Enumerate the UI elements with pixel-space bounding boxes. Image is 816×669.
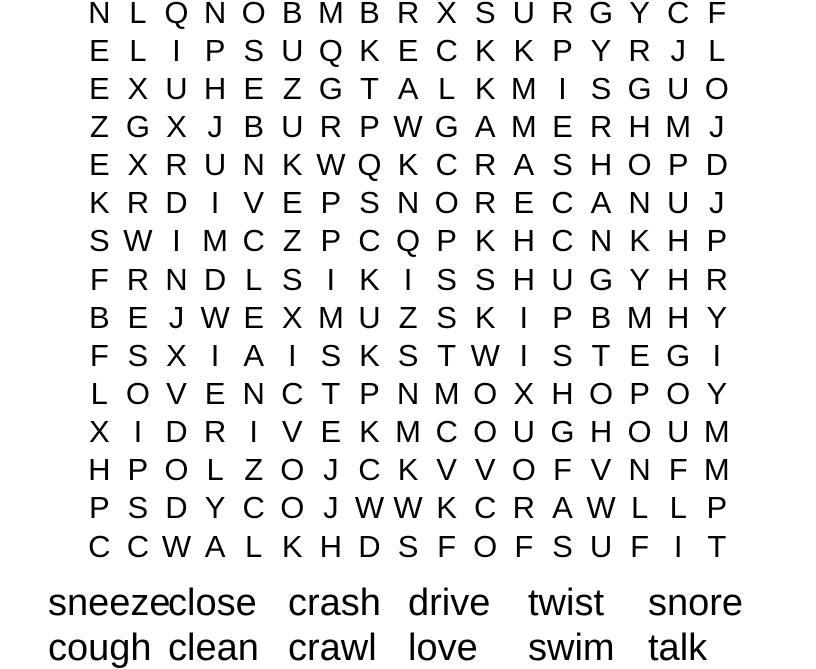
- grid-letter: D: [203, 261, 227, 297]
- grid-letter: Y: [706, 299, 728, 335]
- grid-letter: I: [326, 261, 336, 297]
- grid-letter: T: [321, 375, 341, 411]
- grid-letter: C: [88, 528, 111, 564]
- grid-letter: X: [166, 337, 187, 373]
- grid-letter: L: [245, 261, 263, 297]
- grid-letter: M: [510, 70, 537, 106]
- grid-letter: X: [127, 147, 149, 183]
- grid-letter: S: [552, 337, 573, 373]
- grid-letter: I: [519, 337, 529, 373]
- grid-letter: O: [704, 70, 729, 106]
- grid-letter: O: [627, 147, 652, 183]
- grid-letter: O: [666, 375, 691, 411]
- grid-letter: Z: [282, 223, 302, 259]
- grid-letter: I: [133, 414, 143, 450]
- grid-letter: L: [90, 375, 108, 411]
- grid-letter: R: [474, 147, 497, 183]
- grid-letter: E: [88, 147, 110, 183]
- grid-letter: N: [242, 375, 265, 411]
- grid-letter: P: [706, 490, 728, 526]
- grid-letter: D: [705, 147, 728, 183]
- grid-letter: R: [203, 414, 227, 450]
- grid-letter: W: [354, 490, 385, 526]
- grid-letter: L: [129, 0, 147, 30]
- grid-letter: K: [513, 32, 535, 68]
- grid-letter: A: [474, 108, 496, 144]
- grid-letter: R: [589, 108, 613, 144]
- grid-letter: N: [628, 185, 651, 221]
- grid-letter: G: [627, 70, 652, 106]
- grid-letter: J: [323, 490, 339, 526]
- grid-letter: G: [666, 337, 691, 373]
- grid-letter: R: [126, 185, 150, 221]
- grid-letter: R: [628, 32, 651, 68]
- grid-letter: N: [165, 261, 188, 297]
- grid-letter: S: [552, 147, 573, 183]
- grid-letter: O: [280, 452, 305, 488]
- grid-letter: V: [474, 452, 496, 488]
- grid-letter: U: [512, 0, 536, 30]
- grid-letter: S: [436, 261, 457, 297]
- grid-letter: K: [281, 528, 303, 564]
- grid-letter: L: [708, 32, 726, 68]
- grid-letter: W: [393, 490, 423, 526]
- grid-letter: J: [709, 108, 725, 144]
- grid-letter: W: [470, 337, 500, 373]
- grid-letter: H: [203, 70, 227, 106]
- grid-letter: S: [359, 185, 380, 221]
- grid-letter: P: [359, 108, 380, 144]
- grid-letter: V: [166, 375, 187, 411]
- grid-letter: C: [242, 223, 265, 259]
- word-item: crash: [288, 582, 381, 624]
- grid-letter: F: [437, 528, 457, 564]
- grid-letter: X: [436, 0, 457, 30]
- word-list-row-2: [48, 629, 768, 667]
- grid-letter: M: [317, 0, 344, 30]
- grid-letter: I: [673, 528, 683, 564]
- grid-letter: S: [436, 299, 457, 335]
- grid-letter: D: [165, 185, 188, 221]
- grid-letter: F: [89, 337, 109, 373]
- grid-letter: H: [88, 452, 111, 488]
- grid-letter: R: [126, 261, 150, 297]
- grid-letter: L: [129, 32, 147, 68]
- grid-letter: A: [243, 337, 265, 373]
- grid-letter: K: [397, 452, 419, 488]
- grid-letter: K: [359, 32, 380, 68]
- grid-letter: Y: [204, 490, 226, 526]
- grid-letter: B: [88, 299, 110, 335]
- grid-letter: K: [436, 490, 457, 526]
- grid-letter: H: [512, 261, 536, 297]
- grid-letter: C: [435, 147, 458, 183]
- word-item: close: [168, 582, 257, 624]
- grid-letter: S: [243, 32, 265, 68]
- grid-letter: P: [320, 223, 342, 259]
- grid-letter: Q: [164, 0, 189, 30]
- grid-letter: Z: [89, 108, 109, 144]
- grid-letter: U: [667, 414, 690, 450]
- grid-letter: R: [396, 0, 420, 30]
- grid-letter: W: [161, 528, 192, 564]
- grid-letter: H: [589, 414, 613, 450]
- grid-letter: R: [474, 185, 497, 221]
- grid-letter: P: [359, 375, 380, 411]
- grid-letter: S: [88, 223, 110, 259]
- grid-letter: F: [707, 0, 727, 30]
- grid-letter: A: [397, 70, 419, 106]
- grid-letter: R: [551, 0, 574, 30]
- grid-letter: Y: [590, 32, 612, 68]
- grid-letter: O: [434, 185, 459, 221]
- grid-letter: M: [626, 299, 653, 335]
- grid-letter: J: [323, 452, 339, 488]
- grid-letter: R: [319, 108, 343, 144]
- grid-letter: O: [164, 452, 189, 488]
- grid-letter: L: [669, 490, 687, 526]
- grid-letter: H: [628, 108, 651, 144]
- grid-letter: D: [165, 414, 188, 450]
- grid-letter: D: [358, 528, 381, 564]
- grid-letter: R: [165, 147, 188, 183]
- grid-letter: C: [667, 0, 690, 30]
- grid-letter: M: [202, 223, 228, 259]
- grid-letter: C: [358, 223, 381, 259]
- grid-letter: O: [627, 414, 652, 450]
- grid-letter: U: [281, 108, 304, 144]
- grid-letter: K: [474, 223, 496, 259]
- grid-letter: M: [510, 108, 537, 144]
- grid-letter: M: [665, 108, 692, 144]
- grid-letter: P: [320, 185, 342, 221]
- grid-letter: X: [281, 299, 303, 335]
- grid-letter: S: [590, 70, 612, 106]
- grid-letter: M: [395, 414, 421, 450]
- grid-letter: C: [242, 490, 265, 526]
- grid-letter: F: [668, 452, 688, 488]
- grid-letter: G: [434, 108, 459, 144]
- grid-letter: O: [280, 490, 305, 526]
- grid-letter: K: [474, 299, 496, 335]
- grid-letter: Q: [357, 147, 382, 183]
- grid-letter: A: [204, 528, 226, 564]
- grid-letter: S: [552, 528, 573, 564]
- grid-letter: S: [474, 261, 496, 297]
- grid-letter: C: [551, 185, 574, 221]
- grid-letter: G: [588, 0, 614, 30]
- grid-letter: E: [320, 414, 342, 450]
- grid-letter: V: [436, 452, 457, 488]
- grid-letter: E: [88, 32, 110, 68]
- word-item: twist: [528, 582, 604, 624]
- grid-letter: I: [558, 70, 567, 106]
- grid-letter: N: [396, 375, 420, 411]
- grid-letter: J: [207, 108, 223, 144]
- grid-letter: E: [88, 70, 110, 106]
- grid-letter: Z: [282, 70, 302, 106]
- grid-letter: N: [396, 185, 420, 221]
- grid-letter: I: [172, 223, 181, 259]
- grid-letter: J: [670, 32, 686, 68]
- grid-letter: U: [667, 70, 690, 106]
- grid-letter: H: [667, 223, 690, 259]
- grid-letter: O: [473, 414, 498, 450]
- grid-letter: H: [512, 223, 536, 259]
- grid-letter: I: [210, 337, 220, 373]
- grid-letter: F: [552, 452, 572, 488]
- grid-letter: U: [589, 528, 613, 564]
- grid-letter: B: [281, 0, 303, 30]
- grid-letter: S: [474, 0, 496, 30]
- grid-letter: P: [667, 147, 689, 183]
- grid-letter: V: [590, 452, 612, 488]
- grid-letter: K: [474, 32, 496, 68]
- word-list-row-1: [48, 584, 768, 622]
- grid-letter: S: [397, 337, 419, 373]
- grid-letter: S: [127, 337, 149, 373]
- grid-letter: E: [513, 185, 535, 221]
- grid-letter: F: [89, 261, 109, 297]
- grid-letter: B: [359, 0, 380, 30]
- grid-letter: U: [203, 147, 227, 183]
- grid-letter: K: [474, 70, 496, 106]
- grid-letter: Y: [706, 375, 728, 411]
- word-item: talk: [648, 627, 708, 669]
- grid-letter: W: [393, 108, 423, 144]
- grid-letter: J: [168, 299, 185, 335]
- grid-letter: E: [127, 299, 149, 335]
- grid-letter: S: [320, 337, 342, 373]
- grid-letter: E: [243, 299, 265, 335]
- grid-letter: J: [709, 185, 725, 221]
- grid-letter: O: [473, 375, 498, 411]
- grid-letter: E: [397, 32, 419, 68]
- word-item: love: [408, 627, 478, 669]
- grid-letter: C: [435, 414, 458, 450]
- grid-letter: S: [127, 490, 149, 526]
- grid-letter: U: [165, 70, 188, 106]
- grid-letter: P: [706, 223, 728, 259]
- grid-letter: G: [550, 414, 575, 450]
- grid-letter: I: [249, 414, 258, 450]
- grid-letter: I: [403, 261, 413, 297]
- grid-letter: U: [667, 185, 690, 221]
- grid-letter: P: [436, 223, 457, 259]
- grid-letter: H: [667, 261, 690, 297]
- grid-letter: L: [438, 70, 456, 106]
- grid-letter: C: [126, 528, 150, 564]
- grid-letter: B: [590, 299, 612, 335]
- grid-letter: M: [703, 452, 730, 488]
- grid-letter: T: [359, 70, 379, 106]
- grid-letter: Q: [318, 32, 343, 68]
- grid-letter: R: [512, 490, 536, 526]
- grid-letter: X: [88, 414, 110, 450]
- grid-letter: I: [172, 32, 181, 68]
- grid-letter: X: [166, 108, 187, 144]
- word-item: swim: [528, 627, 615, 669]
- grid-letter: K: [88, 185, 110, 221]
- grid-letter: R: [705, 261, 728, 297]
- grid-letter: P: [629, 375, 650, 411]
- grid-letter: B: [243, 108, 265, 144]
- grid-letter: N: [203, 0, 227, 30]
- word-item: sneeze: [48, 582, 171, 624]
- word-search-grid: [80, 0, 736, 565]
- grid-letter: H: [589, 147, 613, 183]
- grid-letter: M: [433, 375, 460, 411]
- grid-letter: H: [319, 528, 343, 564]
- grid-letter: Y: [629, 0, 650, 30]
- grid-letter: M: [317, 299, 344, 335]
- grid-letter: E: [243, 70, 265, 106]
- grid-letter: K: [629, 223, 650, 259]
- grid-letter: H: [667, 299, 690, 335]
- grid-letter: N: [242, 147, 265, 183]
- grid-letter: E: [204, 375, 226, 411]
- grid-letter: H: [551, 375, 574, 411]
- grid-letter: Y: [629, 261, 650, 297]
- grid-letter: I: [712, 337, 722, 373]
- grid-letter: C: [435, 32, 458, 68]
- grid-letter: P: [204, 32, 226, 68]
- grid-letter: C: [474, 490, 497, 526]
- grid-letter: E: [629, 337, 650, 373]
- grid-letter: T: [591, 337, 611, 373]
- grid-letter: I: [519, 299, 529, 335]
- grid-letter: K: [281, 147, 303, 183]
- grid-letter: V: [281, 414, 303, 450]
- grid-letter: V: [243, 185, 265, 221]
- grid-letter: N: [628, 452, 651, 488]
- word-item: drive: [408, 582, 491, 624]
- grid-letter: C: [281, 375, 304, 411]
- grid-letter: Z: [398, 299, 418, 335]
- grid-letter: C: [358, 452, 381, 488]
- grid-letter: D: [165, 490, 188, 526]
- word-item: crawl: [288, 627, 377, 669]
- grid-letter: F: [514, 528, 534, 564]
- grid-letter: P: [552, 299, 573, 335]
- grid-letter: W: [316, 147, 346, 183]
- word-item: cough: [48, 627, 152, 669]
- grid-letter: U: [551, 261, 574, 297]
- grid-letter: U: [358, 299, 381, 335]
- grid-letter: W: [200, 299, 230, 335]
- grid-letter: A: [590, 185, 612, 221]
- grid-letter: O: [511, 452, 536, 488]
- grid-letter: W: [586, 490, 616, 526]
- grid-letter: U: [281, 32, 304, 68]
- grid-letter: W: [123, 223, 153, 259]
- grid-letter: T: [707, 528, 727, 564]
- grid-letter: K: [359, 337, 380, 373]
- grid-letter: K: [397, 147, 419, 183]
- grid-letter: P: [88, 490, 110, 526]
- grid-letter: A: [552, 490, 573, 526]
- grid-letter: O: [241, 0, 266, 30]
- word-item: clean: [168, 627, 259, 669]
- grid-letter: X: [513, 375, 535, 411]
- grid-letter: Q: [395, 223, 421, 259]
- grid-letter: T: [437, 337, 457, 373]
- grid-letter: L: [630, 490, 649, 526]
- grid-letter: P: [552, 32, 573, 68]
- grid-letter: U: [512, 414, 536, 450]
- grid-letter: Z: [244, 452, 264, 488]
- grid-letter: N: [589, 223, 613, 259]
- grid-letter: P: [127, 452, 149, 488]
- grid-letter: S: [397, 528, 419, 564]
- grid-letter: I: [210, 185, 220, 221]
- grid-letter: E: [552, 108, 573, 144]
- grid-letter: M: [703, 414, 730, 450]
- grid-letter: O: [588, 375, 614, 411]
- grid-letter: E: [281, 185, 303, 221]
- grid-letter: A: [513, 147, 535, 183]
- grid-letter: G: [318, 70, 343, 106]
- grid-letter: S: [281, 261, 303, 297]
- grid-letter: C: [551, 223, 574, 259]
- grid-letter: F: [630, 528, 650, 564]
- grid-letter: O: [125, 375, 150, 411]
- word-item: snore: [648, 582, 744, 624]
- grid-letter: O: [473, 528, 498, 564]
- grid-letter: X: [127, 70, 149, 106]
- grid-letter: G: [125, 108, 150, 144]
- grid-letter: I: [287, 337, 297, 373]
- grid-letter: L: [206, 452, 224, 488]
- grid-letter: N: [88, 0, 111, 30]
- grid-letter: G: [588, 261, 614, 297]
- grid-letter: K: [359, 414, 380, 450]
- grid-letter: K: [359, 261, 380, 297]
- grid-letter: L: [245, 528, 263, 564]
